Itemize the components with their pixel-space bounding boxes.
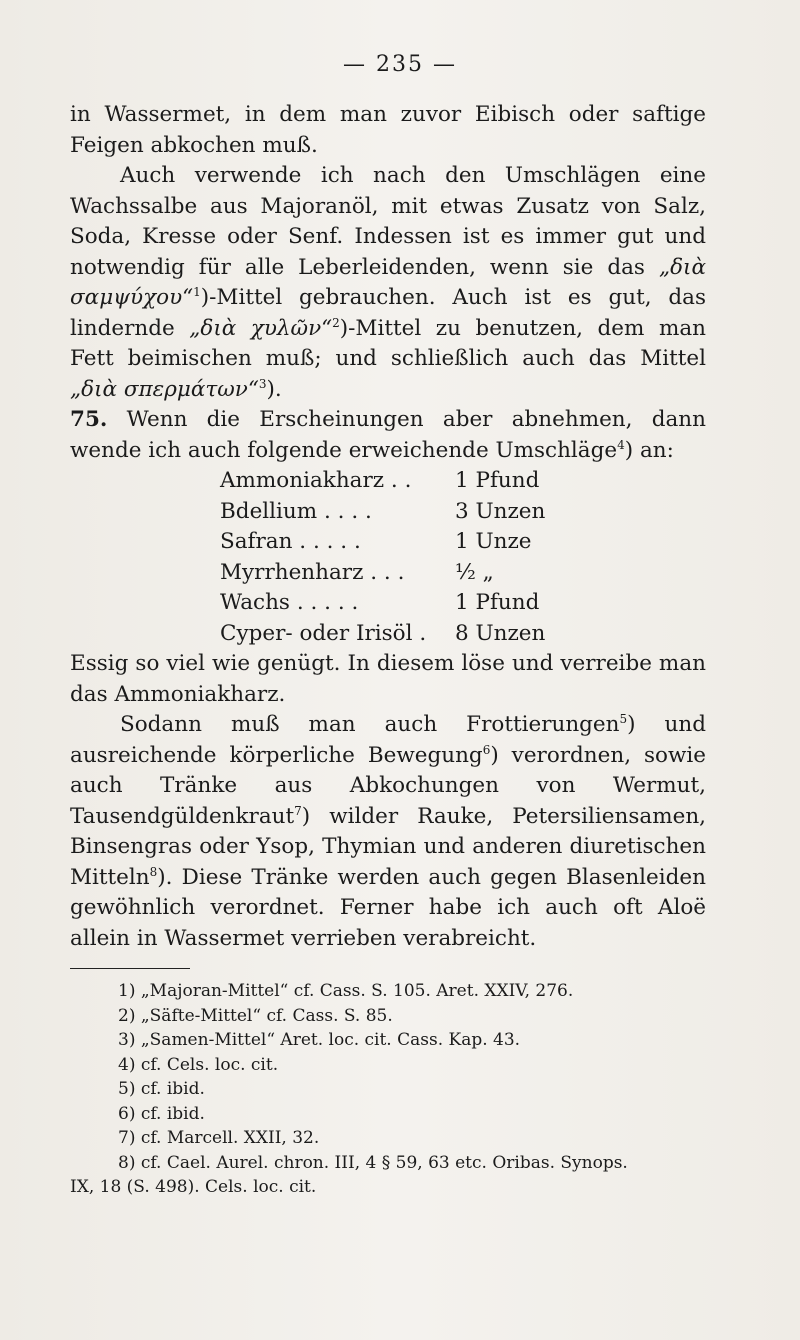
paragraph-5 [70, 710, 706, 954]
footnote: 8) cf. Cael. Aurel. chron. III, 4 § 59, 63 etc. Oribas. Synops. [118, 1152, 628, 1173]
recipe-leader: . [412, 620, 427, 646]
paragraph-3-text-b: ) an: [624, 437, 674, 463]
recipe-amount: 1 Pfund [455, 468, 540, 493]
paragraph-3-text-a: Wenn die Erscheinungen aber abnehmen, dann wende ich auch folgende erweichende Umschläge [70, 407, 706, 463]
recipe-leader: . . [384, 468, 412, 493]
recipe-row [220, 497, 605, 528]
paragraph-2-text-c: -Mittel zu benutzen, dem man Fett beimischen muß; und schließlich auch das Mittel [70, 315, 706, 371]
recipe-row [220, 466, 605, 497]
paragraph-5-text-c: ) verordnen, sowie auch Tränke aus Abkochungen von Wermut, Tausendgüldenkraut [70, 742, 706, 829]
footnote: 3) „Samen-Mittel“ Aret. loc. cit. Cass. Kap. 43. [118, 1030, 521, 1050]
footnote-ref-4: 4 [617, 437, 625, 452]
paragraph-4: Essig so viel wie genügt. In diesem löse und verreibe man das Ammoniakharz. [70, 651, 706, 707]
recipe-amount: 1 Pfund [455, 590, 540, 615]
paragraph-5-text-d: ) wilder Rauke, Petersiliensamen, Binsengras oder Ysop, Thymian und anderen diuretischen Mitteln [70, 803, 706, 890]
recipe-leader: . . . . . [292, 529, 361, 554]
recipe-row [220, 588, 605, 619]
footnote: 2) „Säfte-Mittel“ cf. Cass. S. 85. [118, 1005, 393, 1026]
recipe-amount: 1 Unze [455, 529, 532, 554]
footnote-ref-8: 8 [149, 864, 158, 879]
greek-term-1: „διὰ σαμψύχου“ [70, 254, 706, 310]
footnote-continuation: IX, 18 (S. 498). Cels. loc. cit. [70, 1177, 317, 1197]
paragraph-2-text-a: Auch verwende ich nach den Umschlägen eine Wachssalbe aus Majoranöl, mit etwas Zusatz von Salz, Soda, Kresse oder Senf. Indessen ist es immer gut und notwendig für alle Leberleidenden, wenn sie das [70, 163, 706, 280]
footnote: 4) cf. Cels. loc. cit. [118, 1054, 279, 1075]
paragraph-2: Auch verwende ich nach den Umschlägen eine Wachssalbe aus Majoranöl, mit etwas Zusatz von Salz, Soda, Kresse oder Senf. Indessen ist es immer gut und notwendig für alle Leberleidenden, wenn sie das „διὰ σαμψύχου“$^1$)-Mittel gebrauchen. Auch ist es gut, das lindernde „διὰ χυλῶν“$^2$)-Mittel zu benutzen, dem man Fett beimischen muß; und schließlich auch das Mittel „διὰ σπερμάτων“$^3$). [70, 163, 706, 402]
page-body [70, 100, 706, 1200]
recipe-leader: . . . . . [289, 590, 359, 615]
footnote: 5) cf. ibid. [118, 1079, 205, 1099]
recipe-leader: . . . [363, 559, 405, 585]
footnote-ref-7: 7 [294, 803, 302, 818]
recipe-table [220, 466, 605, 649]
recipe-amount: 3 Unzen [455, 498, 546, 524]
footnotes [70, 979, 706, 1200]
footnote-divider [70, 968, 190, 969]
paragraph-3 [70, 405, 706, 466]
footnote-ref-3: 3 [258, 376, 267, 391]
footnote: 1) „Majoran-Mittel“ cf. Cass. S. 105. Aret. XXIV, 276. [118, 981, 574, 1001]
recipe-ingredient: Myrrhenharz [220, 559, 364, 585]
recipe-ingredient: Cyper- oder Irisöl [220, 620, 413, 646]
footnote-ref-1: 1 [193, 285, 201, 299]
paragraph-5-text-b: ) und ausreichende körperliche Bewegung [70, 712, 706, 768]
footnote-ref-2: 2 [332, 315, 340, 330]
paragraph-2-text-b: -Mittel gebrauchen. Auch ist es gut, das lindernde [70, 285, 706, 341]
section-number: 75. [70, 407, 108, 432]
recipe-row [220, 558, 605, 589]
footnote-ref-6: 6 [482, 742, 491, 757]
page-number: — 235 — [343, 52, 457, 77]
greek-term-2: „διὰ χυλῶν“ [189, 315, 333, 341]
footnote-ref-5: 5 [619, 712, 628, 726]
paragraph-5-text-a: Sodann muß man auch Frottierungen [120, 712, 620, 737]
recipe-ingredient: Safran [220, 529, 293, 554]
footnote: 6) cf. ibid. [118, 1103, 205, 1124]
recipe-ingredient: Ammoniakharz [220, 468, 385, 493]
recipe-row [220, 619, 605, 650]
paragraph-5-text-e: ). Diese Tränke werden auch gegen Blasenleiden gewöhnlich verordnet. Ferner habe ich auch oft Aloë allein in Wassermet verrieben verabreicht. [70, 864, 706, 951]
recipe-row [220, 527, 605, 558]
recipe-leader: . . . . [317, 498, 372, 524]
recipe-amount: 8 Unzen [455, 620, 546, 646]
greek-term-3: „διὰ σπερμάτων“ [70, 376, 259, 402]
recipe-ingredient: Bdellium [220, 498, 318, 524]
recipe-amount: ½ „ [455, 559, 494, 585]
recipe-ingredient: Wachs [220, 590, 290, 615]
paragraph-2-text-d: . [274, 376, 282, 402]
footnote: 7) cf. Marcell. XXII, 32. [118, 1128, 320, 1148]
paragraph-1: in Wassermet, in dem man zuvor Eibisch oder saftige Feigen abkochen muß. [70, 102, 706, 158]
